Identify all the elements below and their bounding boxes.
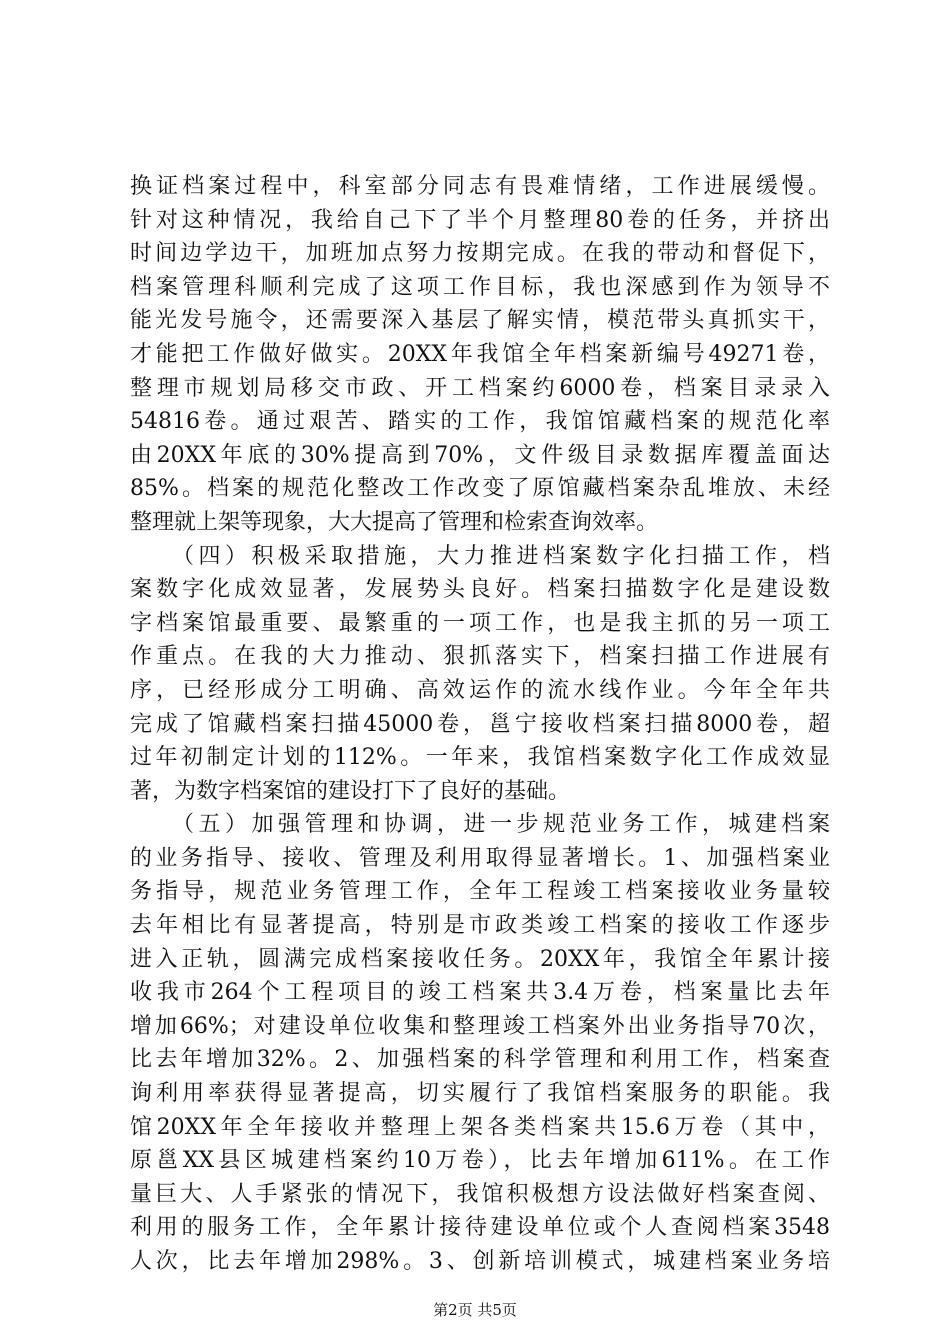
text-line: 收我市264个工程项目的竣工档案共3.4万卷，档案量比去年 — [130, 980, 830, 1006]
text-line: 务指导，规范业务管理工作，全年工程竣工档案接收业务量较 — [130, 879, 830, 905]
text-line: 能光发号施令，还需要深入基层了解实情，模范带头真抓实干， — [130, 308, 830, 334]
text-line: 整理就上架等现象，大大提高了管理和检索查询效率。 — [130, 509, 659, 535]
text-line: 利用的服务工作，全年累计接待建设单位或个人查阅档案3548 — [130, 1215, 830, 1241]
text-line: 针对这种情况，我给自己下了半个月整理80卷的任务，并挤出 — [130, 207, 830, 233]
text-line: 人次，比去年增加298%。3、创新培训模式，城建档案业务培 — [130, 1249, 830, 1274]
text-line: 去年相比有显著提高，特别是市政类竣工档案的接收工作逐步 — [130, 913, 830, 939]
text-line: 换证档案过程中，科室部分同志有畏难情绪，工作进展缓慢。 — [130, 174, 830, 199]
text-line: 询利用率获得显著提高，切实履行了我馆档案服务的职能。我 — [130, 1081, 830, 1107]
text-line: 的业务指导、接收、管理及利用取得显著增长。1、加强档案业 — [130, 845, 830, 871]
text-line: 进入正轨，圆满完成档案接收任务。20XX年，我馆全年累计接 — [130, 946, 830, 972]
text-line: 时间边学边干，加班加点努力按期完成。在我的带动和督促下， — [130, 241, 830, 267]
text-line: 量巨大、人手紧张的情况下，我馆积极想方设法做好档案查阅、 — [130, 1181, 830, 1207]
text-line: 著，为数字档案馆的建设打下了良好的基础。 — [130, 778, 571, 804]
text-line: 由20XX年底的30%提高到70%，文件级目录数据库覆盖面达 — [130, 442, 830, 468]
text-line: 原邕XX县区城建档案约10万卷），比去年增加611%。在工作 — [130, 1148, 830, 1174]
text-line: 才能把工作做好做实。20XX年我馆全年档案新编号49271卷， — [130, 341, 830, 367]
text-line: 增加66%；对建设单位收集和整理竣工档案外出业务指导70次， — [130, 1013, 830, 1039]
page-footer: 第2页 共5页 — [433, 1301, 517, 1319]
text-line: 馆20XX年全年接收并整理上架各类档案共15.6万卷（其中， — [130, 1114, 830, 1140]
text-line: 完成了馆藏档案扫描45000卷，邕宁接收档案扫描8000卷，超 — [130, 711, 830, 737]
text-line: 字档案馆最重要、最繁重的一项工作，也是我主抓的另一项工 — [130, 610, 830, 636]
text-line: 档案管理科顺利完成了这项工作目标，我也深感到作为领导不 — [130, 274, 830, 300]
text-line: 85%。档案的规范化整改工作改变了原馆藏档案杂乱堆放、未经 — [130, 476, 830, 502]
text-line: 比去年增加32%。2、加强档案的科学管理和利用工作，档案查 — [130, 1047, 830, 1073]
text-line: 54816卷。通过艰苦、踏实的工作，我馆馆藏档案的规范化率 — [130, 409, 830, 435]
text-line: （四）积极采取措施，大力推进档案数字化扫描工作，档 — [130, 543, 830, 569]
text-line: 整理市规划局移交市政、开工档案约6000卷，档案目录录入 — [130, 375, 830, 401]
text-line: 案数字化成效显著，发展势头良好。档案扫描数字化是建设数 — [130, 577, 830, 603]
text-line: （五）加强管理和协调，进一步规范业务工作，城建档案 — [130, 812, 830, 838]
text-line: 作重点。在我的大力推动、狠抓落实下，档案扫描工作进展有 — [130, 644, 830, 670]
text-line: 序，已经形成分工明确、高效运作的流水线作业。今年全年共 — [130, 677, 830, 703]
document-body — [130, 170, 830, 1279]
text-line: 过年初制定计划的112%。一年来，我馆档案数字化工作成效显 — [130, 745, 830, 771]
